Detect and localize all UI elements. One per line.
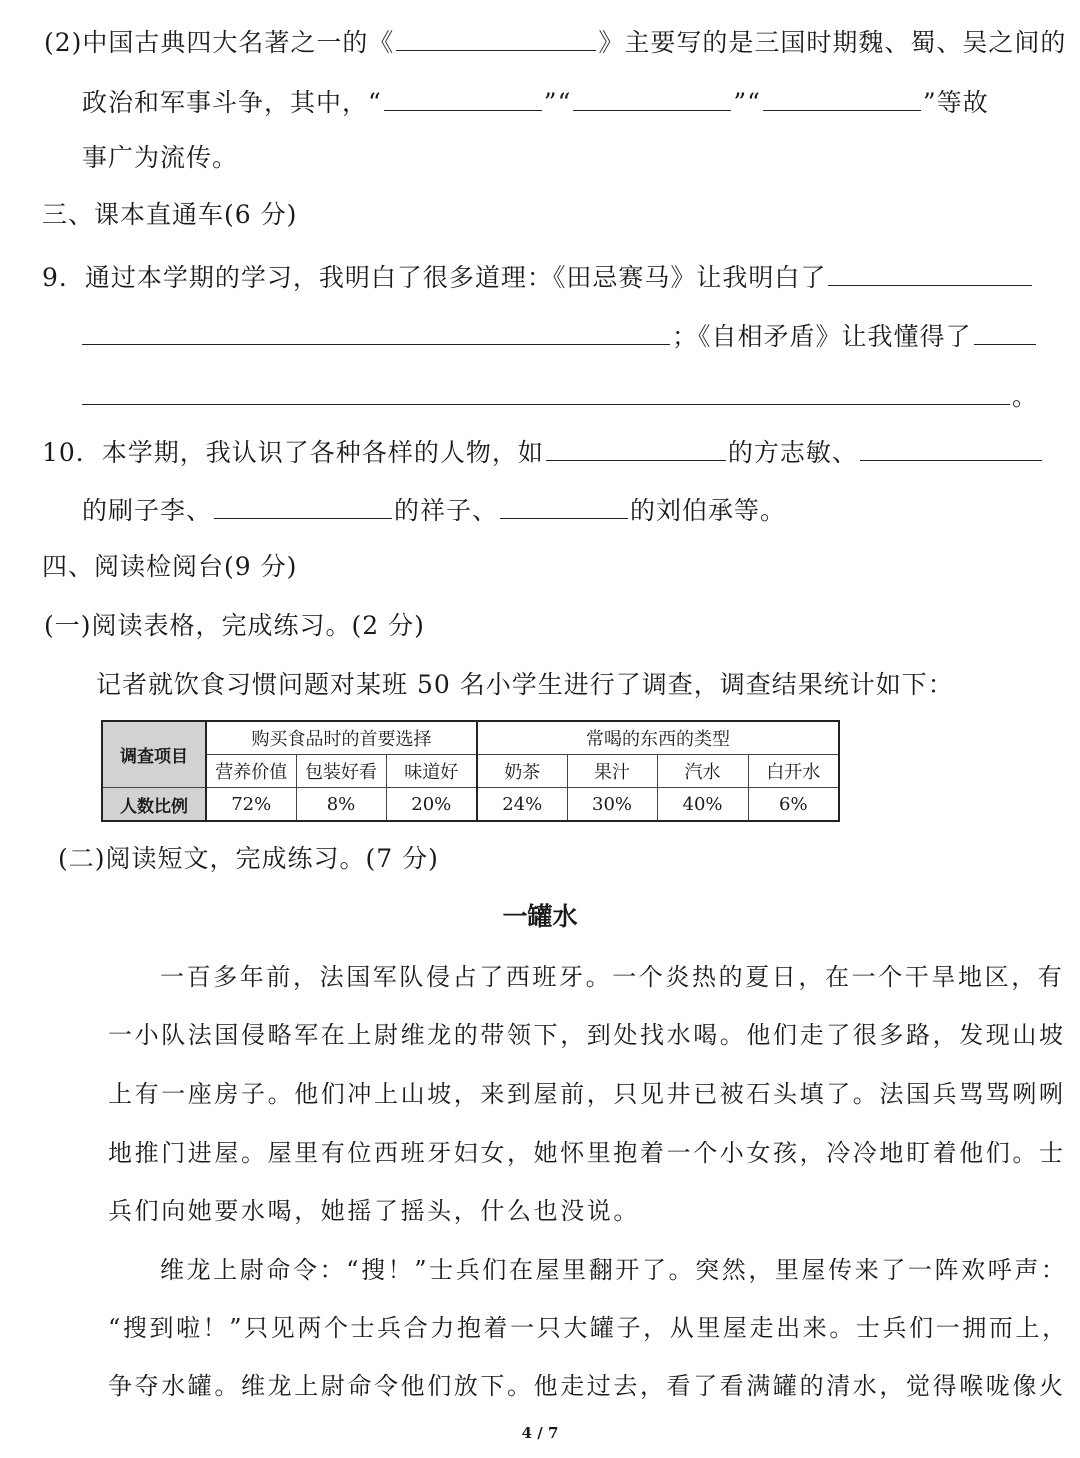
- answer-blank[interactable]: [974, 318, 1036, 345]
- answer-blank[interactable]: [546, 434, 726, 461]
- q2-text-b: 》主要写的是三国时期魏、蜀、吴之间的: [598, 28, 1067, 57]
- q2-text-c: 政治和军事斗争，其中，“: [82, 88, 382, 117]
- q9-text-b: ；《自相矛盾》让我懂得了: [672, 322, 972, 351]
- q9-text-a: 9．通过本学期的学习，我明白了很多道理：《田忌赛马》让我明白了: [42, 263, 827, 292]
- q10-text-c: 的刷子李、: [82, 496, 213, 525]
- part-1-heading: (一)阅读表格，完成练习。(2 分): [44, 611, 425, 640]
- story-line: 一小队法国侵略军在上尉维龙的带领下，到处找水喝。他们走了很多路，发现山坡: [108, 1021, 1066, 1049]
- q10-text-b: 的方志敏、: [727, 438, 858, 467]
- column-header: 奶茶: [477, 755, 567, 788]
- column-header: 包装好看: [296, 755, 386, 788]
- story-line: 一百多年前，法国军队侵占了西班牙。一个炎热的夏日，在一个干旱地区，有: [160, 963, 1065, 991]
- answer-blank[interactable]: [860, 434, 1042, 461]
- column-header: 味道好: [386, 755, 477, 788]
- group-header-drink: 常喝的东西的类型: [477, 721, 839, 755]
- q10-text-d: 的祥子、: [394, 496, 499, 525]
- answer-blank[interactable]: [214, 492, 392, 519]
- group-header-food: 购买食品时的首要选择: [206, 721, 477, 755]
- row-header-cell: 调查项目: [102, 721, 206, 788]
- answer-blank[interactable]: [396, 24, 596, 51]
- answer-blank[interactable]: [82, 378, 1010, 405]
- survey-intro: 记者就饮食习惯问题对某班 50 名小学生进行了调查，调查结果统计如下：: [96, 670, 954, 699]
- column-header: 果汁: [567, 755, 657, 788]
- answer-blank[interactable]: [500, 492, 628, 519]
- q10-line-1: [42, 434, 1044, 470]
- story-title: 一罐水: [502, 902, 578, 931]
- q2-line-3: 事广为流传。: [82, 143, 239, 172]
- answer-blank[interactable]: [82, 318, 670, 345]
- q2-text-a: (2)中国古典四大名著之一的《: [44, 28, 395, 57]
- q9-line-1: [42, 259, 1034, 295]
- survey-table: [101, 720, 840, 822]
- answer-blank[interactable]: [573, 84, 731, 111]
- value-cell: 24%: [477, 788, 567, 822]
- q9-line-2: [82, 318, 1038, 354]
- story-line: 兵们向她要水喝，她摇了摇头，什么也没说。: [108, 1197, 640, 1225]
- answer-blank[interactable]: [763, 84, 921, 111]
- story-line: 争夺水罐。维龙上尉命令他们放下。他走过去，看了看满罐的清水，觉得喉咙像火: [108, 1372, 1066, 1400]
- q2-line-2: [82, 84, 989, 120]
- q2-text-f: ”等故: [922, 88, 989, 117]
- section-3-heading: 三、课本直通车(6 分): [42, 200, 298, 229]
- q2-text-e: ”“: [733, 88, 761, 117]
- part-2-heading: (二)阅读短文，完成练习。(7 分): [58, 844, 439, 873]
- value-cell: 40%: [657, 788, 748, 822]
- q10-text-a: 10．本学期，我认识了各种各样的人物，如: [42, 438, 544, 467]
- page-number: 4 / 7: [521, 1424, 559, 1442]
- q10-text-e: 的刘伯承等。: [630, 496, 787, 525]
- answer-blank[interactable]: [384, 84, 542, 111]
- value-cell: 30%: [567, 788, 657, 822]
- q9-line-3: [82, 378, 1038, 414]
- value-cell: 8%: [296, 788, 386, 822]
- q9-text-c: 。: [1012, 382, 1039, 411]
- q2-line-1: [44, 24, 1066, 60]
- q10-line-2: [82, 492, 786, 528]
- value-cell: 72%: [206, 788, 296, 822]
- answer-blank[interactable]: [828, 259, 1032, 286]
- row-label-cell: 人数比例: [102, 788, 206, 822]
- column-header: 汽水: [657, 755, 748, 788]
- q2-text-d: ”“: [543, 88, 572, 117]
- value-cell: 20%: [386, 788, 477, 822]
- story-line: 地推门进屋。屋里有位西班牙妇女，她怀里抱着一个小女孩，冷冷地盯着他们。士: [108, 1139, 1066, 1167]
- story-line: 上有一座房子。他们冲上山坡，来到屋前，只见井已被石头填了。法国兵骂骂咧咧: [108, 1080, 1066, 1108]
- section-4-heading: 四、阅读检阅台(9 分): [42, 552, 298, 581]
- column-header: 营养价值: [206, 755, 296, 788]
- value-cell: 6%: [748, 788, 839, 822]
- story-line: “搜到啦！”只见两个士兵合力抱着一只大罐子，从里屋走出来。士兵们一拥而上，: [108, 1314, 1069, 1342]
- story-line: 维龙上尉命令：“搜！”士兵们在屋里翻开了。突然，里屋传来了一阵欢呼声：: [160, 1256, 1068, 1284]
- column-header: 白开水: [748, 755, 839, 788]
